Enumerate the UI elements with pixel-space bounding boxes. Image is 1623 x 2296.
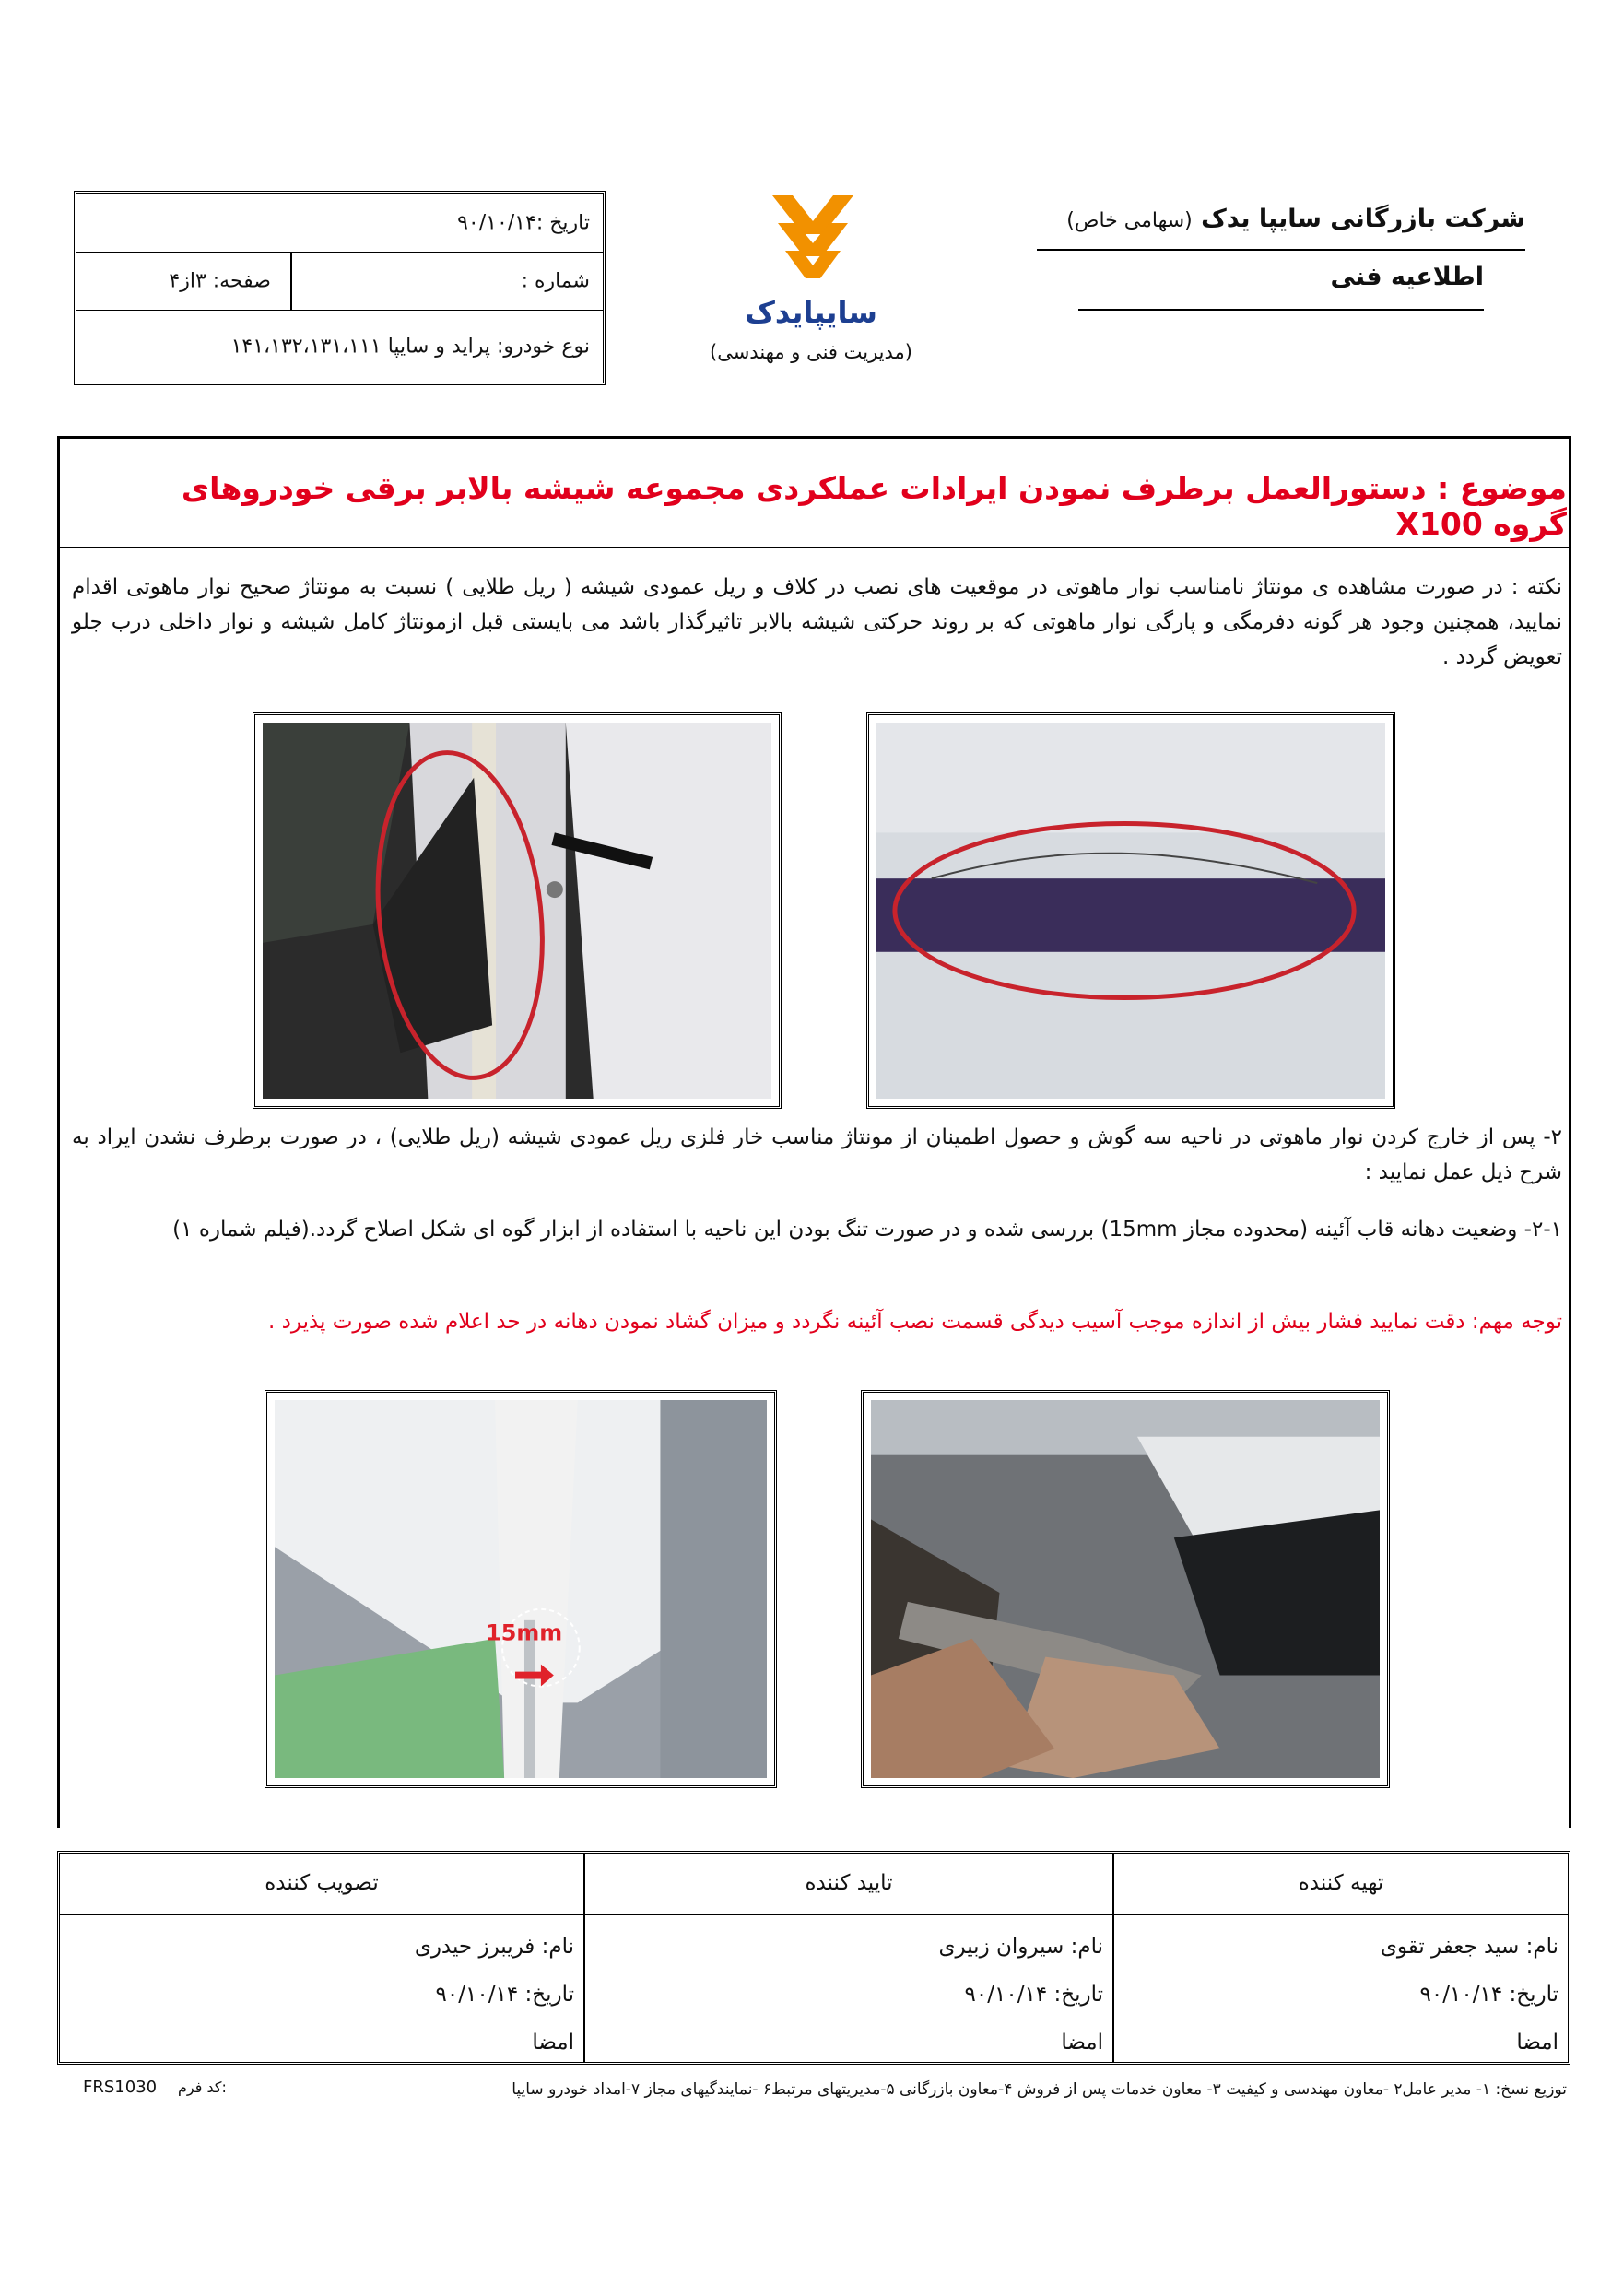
vehicle-row <box>76 311 603 383</box>
confirmer-name: نام: سیروان زبیری <box>938 1935 1103 1959</box>
company-name <box>1037 205 1525 233</box>
mirror-gap-image <box>275 1400 767 1778</box>
saipa-logo-icon <box>772 195 853 297</box>
subject-divider <box>57 547 1571 548</box>
warning-paragraph: توجه مهم: دقت نمایید فشار بیش از اندازه موجب آسیب دیدگی قسمت نصب آئینه نگردد و میزان گشاد نمودن دهانه در حد اعلام شده صورت پذیرد . <box>268 1310 1562 1334</box>
form-code-label: کد فرم: <box>178 2078 227 2096</box>
gap-15mm-label: 15mm <box>486 1619 563 1646</box>
approver-title: تصویب کننده <box>60 1854 583 1915</box>
preparer-title: تهیه کننده <box>1114 1854 1568 1915</box>
form-code-value: FRS1030 <box>83 2078 158 2097</box>
vehicle-type: نوع خودرو: پراید و سایپا ۱۴۱،۱۳۲،۱۳۱،۱۱۱ <box>230 335 590 359</box>
logo-text: سایپایدک <box>745 295 877 330</box>
door-rail-image <box>263 723 771 1099</box>
number-page-row <box>76 253 603 311</box>
header-divider <box>1037 249 1525 251</box>
confirmer-title: تایید کننده <box>585 1854 1112 1915</box>
confirmer-sign: امضا <box>1061 2031 1103 2055</box>
step2-paragraph: ۲- پس از خارج کردن نوار ماهوتی در ناحیه سه گوش و حصول اطمینان از مونتاژ مناسب خار فلزی ریل عمودی شیشه (ریل طلایی) ، در صورت برطرف نشدن ایراد به شرح ذیل عمل نمایید : <box>72 1125 1562 1184</box>
signature-table <box>57 1851 1570 2065</box>
photo-wedge-tool <box>861 1390 1390 1788</box>
approver-name: نام: فریبرز حیدری <box>414 1935 574 1959</box>
header-info-box <box>74 191 606 385</box>
date-label: تاریخ :۹۰/۱۰/۱۴ <box>457 211 590 234</box>
form-code <box>83 2078 304 2097</box>
photo-felt-strip <box>866 712 1395 1109</box>
number-label: شماره : <box>521 269 590 293</box>
photo-door-rail <box>253 712 782 1109</box>
note-paragraph: نکته : در صورت مشاهده ی مونتاژ نامناسب نوار ماهوتی در موقعیت های نصب در کلاف و ریل عمودی شیشه ( ریل طلایی ) نسبت به مونتاژ صحیح نوار ماهوتی اقدام نمایید، همچنین وجود هر گونه دفرمگی و پارگی نوار ماهوتی که بر روند حرکتی شیشه بالابر تاثیرگذار باشد می بایستی قبل ازمونتاژ کامل شیشه و نوار داخلی درب جلو تعویض گردد . <box>72 575 1562 669</box>
approver-column <box>60 1854 583 2062</box>
subject-title: موضوع : دستورالعمل برطرف نمودن ایرادات عملکردی مجموعه شیشه بالابر برقی خودروهای گروه X100 <box>181 470 1567 542</box>
preparer-sign: امضا <box>1516 2031 1558 2055</box>
distribution-list: توزیع نسخ: ۱- مدیر عامل۲ -معاون مهندسی و کیفیت ۳- معاون خدمات پس از فروش ۴-معاون بازرگانی ۵-مدیریتهای مرتبط۶ -نمایندگیهای مجاز ۷-امداد خودرو سایپا <box>512 2080 1567 2099</box>
approver-sign: امضا <box>532 2031 574 2055</box>
company-name-text: شرکت بازرگانی سایپا یدک <box>1201 205 1525 233</box>
row-divider <box>290 253 292 310</box>
confirmer-column <box>583 1854 1112 2062</box>
page-label: صفحه: ۳از۴ <box>169 269 271 293</box>
preparer-date: تاریخ: ۹۰/۱۰/۱۴ <box>1419 1983 1558 2007</box>
approver-date: تاریخ: ۹۰/۱۰/۱۴ <box>435 1983 574 2007</box>
header-underline <box>1078 309 1484 311</box>
wedge-tool-image <box>871 1400 1380 1778</box>
felt-strip-image <box>876 723 1385 1099</box>
preparer-name: نام: سید جعفر تقوی <box>1380 1935 1558 1959</box>
preparer-column <box>1112 1854 1568 2062</box>
date-row <box>76 194 603 253</box>
confirmer-date: تاریخ: ۹۰/۱۰/۱۴ <box>964 1983 1103 2007</box>
photo-mirror-gap <box>265 1390 777 1788</box>
company-suffix: (سهامی خاص) <box>1066 209 1193 232</box>
notice-title: اطلاعیه فنی <box>1330 263 1484 291</box>
step2-1-paragraph: ۲-۱- وضعیت دهانه قاب آئینه (محدوده مجاز 15mm) بررسی شده و در صورت تنگ بودن این ناحیه با استفاده از ابزار گوه ای شکل اصلاح گردد.(فیلم شماره ۱) <box>172 1218 1562 1242</box>
department-label: (مدیریت فنی و مهندسی) <box>710 341 912 363</box>
